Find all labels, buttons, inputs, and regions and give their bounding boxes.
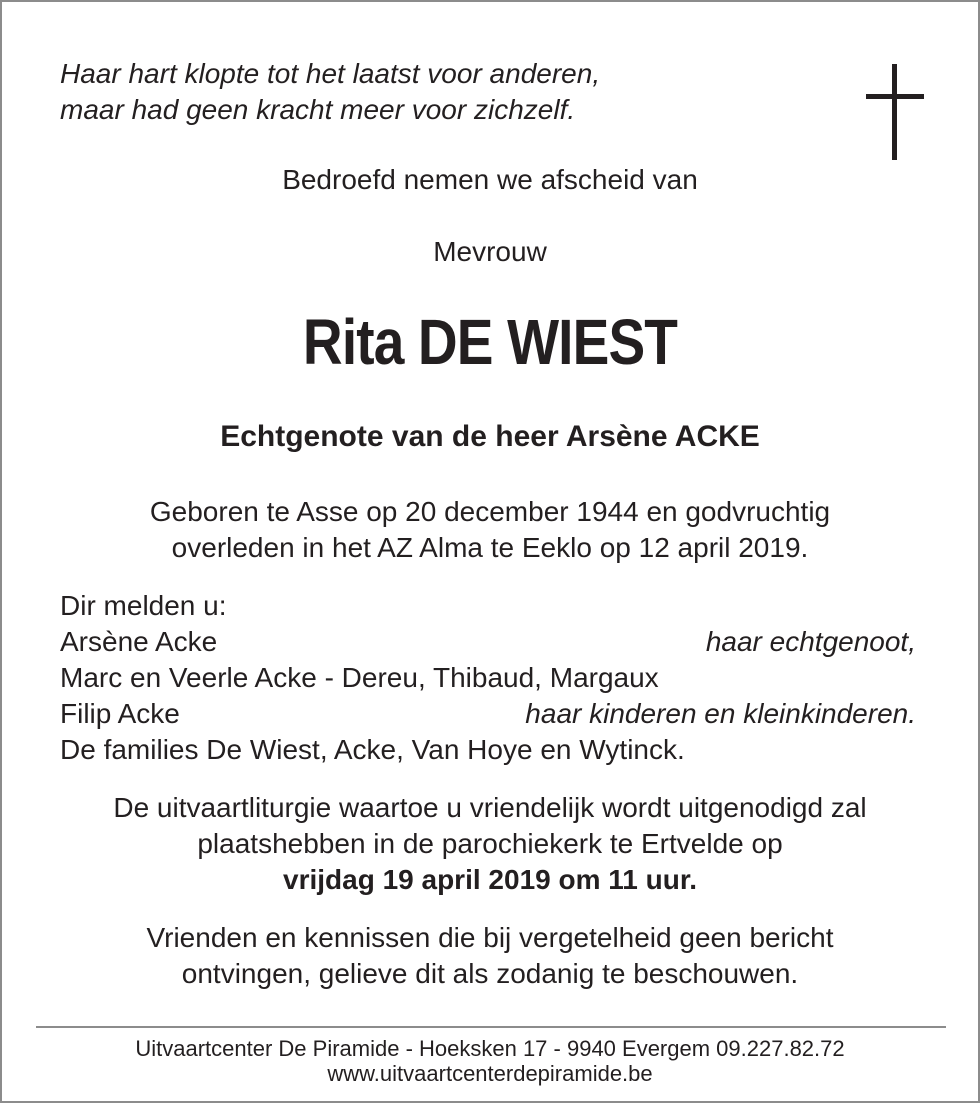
birth-death-line-2: overleden in het AZ Alma te Eeklo op 12 april 2019. — [171, 532, 809, 563]
footer-website: www.uitvaartcenterdepiramide.be — [327, 1061, 653, 1086]
announcer-row — [60, 732, 916, 768]
motto — [60, 56, 600, 128]
motto-line-2: maar had geen kracht meer voor zichzelf. — [60, 94, 576, 125]
intro-text: Bedroefd nemen we afscheid van — [282, 164, 698, 195]
announcers-heading: Dir melden u: — [60, 590, 227, 621]
deceased-name: Rita DE WIEST — [302, 306, 678, 378]
announcer-row — [60, 696, 916, 732]
title-prefix: Mevrouw — [433, 236, 547, 267]
footer-address: Uitvaartcenter De Piramide - Hoeksken 17 - 9940 Evergem 09.227.82.72 — [135, 1036, 845, 1061]
announcer-role: haar echtgenoot, — [705, 626, 916, 657]
notice-line-1: Vrienden en kennissen die bij vergetelheid geen bericht — [146, 922, 834, 953]
funeral-line-1: De uitvaartliturgie waartoe u vriendelijk wordt uitgenodigd zal — [113, 792, 867, 823]
announcer-row — [60, 660, 916, 696]
announcer-row — [60, 624, 916, 660]
cross-icon — [866, 64, 924, 160]
announcer-names: Filip Acke — [60, 698, 180, 729]
announcer-role: haar kinderen en kleinkinderen. — [525, 698, 916, 729]
announcer-names: Arsène Acke — [60, 626, 218, 657]
birth-death-line-1: Geboren te Asse op 20 december 1944 en godvruchtig — [149, 496, 831, 527]
funeral-text — [2, 790, 978, 898]
funeral-datetime: vrijdag 19 april 2019 om 11 uur. — [283, 864, 697, 895]
birth-death-text — [2, 494, 978, 566]
motto-line-1: Haar hart klopte tot het laatst voor anderen, — [60, 58, 601, 89]
spouse-line: Echtgenote van de heer Arsène ACKE — [220, 420, 760, 453]
funeral-line-2: plaatshebben in de parochiekerk te Ertvelde op — [197, 828, 783, 859]
announcer-names: Marc en Veerle Acke - Dereu, Thibaud, Margaux — [60, 662, 659, 693]
announcer-names: De families De Wiest, Acke, Van Hoye en Wytinck. — [60, 734, 685, 765]
footer-divider — [36, 1026, 946, 1028]
notice-text — [2, 920, 978, 992]
notice-line-2: ontvingen, gelieve dit als zodanig te beschouwen. — [181, 958, 799, 989]
